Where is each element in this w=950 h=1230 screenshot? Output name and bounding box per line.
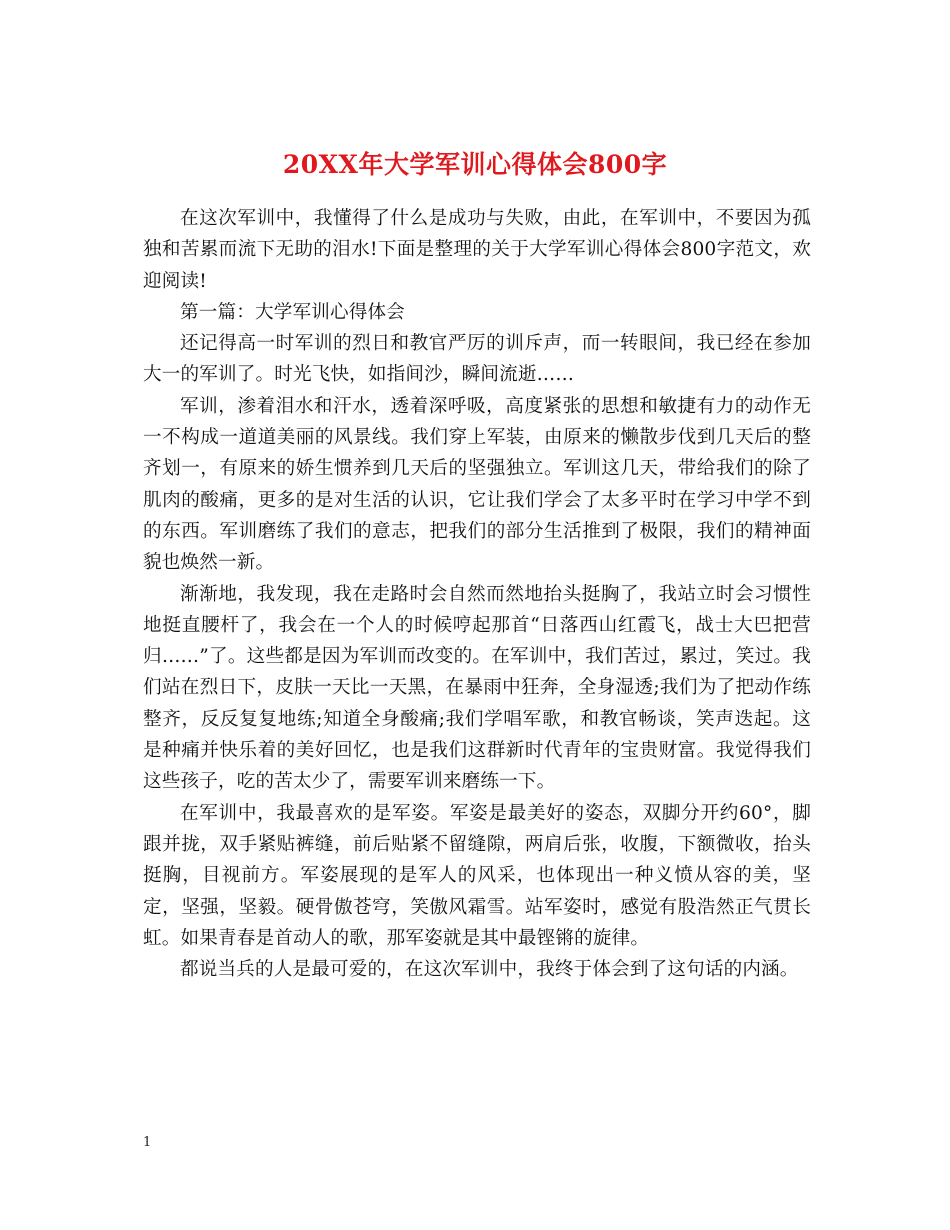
page-number: 1 [143, 1135, 152, 1150]
paragraph-intro: 在这次军训中，我懂得了什么是成功与失败，由此，在军训中，不要因为孤独和苦累而流下无助的泪水!下面是整理的关于大学军训心得体会800字范文，欢迎阅读! [143, 208, 811, 292]
document-body [143, 203, 811, 985]
document-title: 20XX年大学军训心得体会800字 [282, 149, 668, 179]
section-heading: 第一篇：大学军训心得体会 [180, 301, 405, 323]
paragraph: 渐渐地，我发现，我在走路时会自然而然地抬头挺胸了，我站立时会习惯性地挺直腰杆了，我会在一个人的时候哼起那首“日落西山红霞飞，战士大巴把营归……”了。这些都是因为军训而改变的。在军训中，我们苦过，累过，笑过。我们站在烈日下，皮肤一天比一天黑，在暴雨中狂奔，全身湿透;我们为了把动作练整齐，反反复复地练;知道全身酸痛;我们学唱军歌，和教官畅谈，笑声迭起。这是种痛并快乐着的美好回忆，也是我们这群新时代青年的宝贵财富。我觉得我们这些孩子，吃的苦太少了，需要军训来磨练一下。 [143, 583, 811, 793]
paragraph: 在军训中，我最喜欢的是军姿。军姿是最美好的姿态，双脚分开约60°，脚跟并拢，双手紧贴裤缝，前后贴紧不留缝隙，两肩后张，收腹，下额微收，抬头挺胸，目视前方。军姿展现的是军人的风采，也体现出一种义愤从容的美，坚定，坚强，坚毅。硬骨傲苍穹，笑傲风霜雪。站军姿时，感觉有股浩然正气贯长虹。如果青春是首动人的歌，那军姿就是其中最铿锵的旋律。 [143, 802, 811, 949]
paragraph: 还记得高一时军训的烈日和教官严厉的训斥声，而一转眼间，我已经在参加大一的军训了。时光飞快，如指间沙，瞬间流逝…… [143, 333, 811, 386]
paragraph: 军训，渗着泪水和汗水，透着深呼吸，高度紧张的思想和敏捷有力的动作无一不构成一道道美丽的风景线。我们穿上军装，由原来的懒散步伐到几天后的整齐划一，有原来的娇生惯养到几天后的坚强独立。军训这几天，带给我们的除了肌肉的酸痛，更多的是对生活的认识，它让我们学会了太多平时在学习中学不到的东西。军训磨练了我们的意志，把我们的部分生活推到了极限，我们的精神面貌也焕然一新。 [143, 395, 811, 574]
paragraph: 都说当兵的人是最可爱的，在这次军训中，我终于体会到了这句话的内涵。 [180, 959, 799, 981]
